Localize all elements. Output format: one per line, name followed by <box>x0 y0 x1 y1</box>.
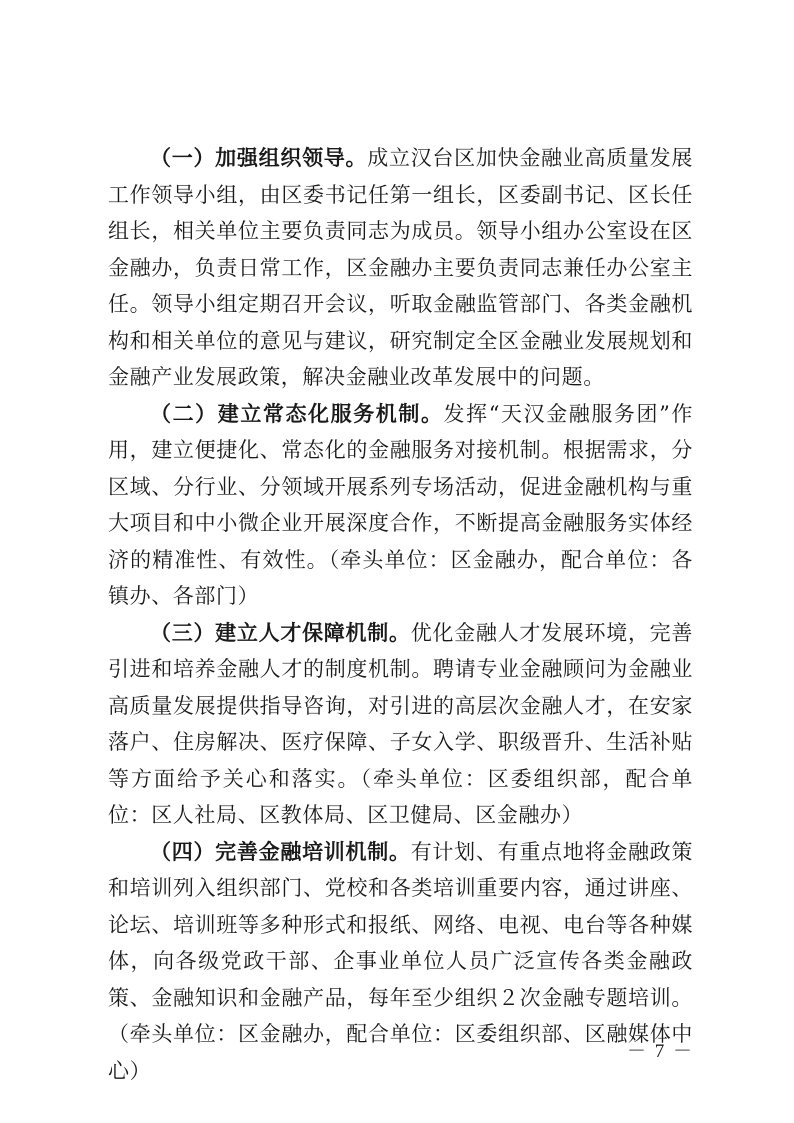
paragraph-text: 有计划、有重点地将金融政策和培训列入组织部门、党校和各类培训重要内容，通过讲座、论坛、培训班等多种形式和报纸、网络、电视、电台等各种媒体，向各级党政干部、企事业单位人员广泛宣传各类金融政策、金融知识和金融产品，每年至少组织２次金融专题培训。（牵头单位：区金融办，配合单位：区委组织部、区融媒体中心） <box>108 839 693 1083</box>
paragraph-service-mechanism <box>108 396 693 615</box>
document-body <box>108 140 693 1089</box>
paragraph-training-mechanism <box>108 834 693 1090</box>
paragraph-text: 优化金融人才发展环境，完善引进和培养金融人才的制度机制。聘请专业金融顾问为金融业高质量发展提供指导咨询，对引进的高层次金融人才，在安家落户、住房解决、医疗保障、子女入学、职级晋升、生活补贴等方面给予关心和落实。（牵头单位：区委组织部，配合单位：区人社局、区教体局、区卫健局、区金融办） <box>108 620 693 827</box>
paragraph-organization-leadership <box>108 140 693 396</box>
paragraph-heading: （一）加强组织领导。 <box>150 146 368 170</box>
paragraph-text: 成立汉台区加快金融业高质量发展工作领导小组，由区委书记任第一组长，区委副书记、区长任组长，相关单位主要负责同志为成员。领导小组办公室设在区金融办，负责日常工作，区金融办主要负责同志兼任办公室主任。领导小组定期召开会议，听取金融监管部门、各类金融机构和相关单位的意见与建议，研究制定全区金融业发展规划和金融产业发展政策，解决金融业改革发展中的问题。 <box>108 146 693 389</box>
paragraph-heading: （二）建立常态化服务机制。 <box>150 401 444 426</box>
page-number: － 7 － <box>626 1041 694 1062</box>
paragraph-text: 发挥“天汉金融服务团”作用，建立便捷化、常态化的金融服务对接机制。根据需求，分区域、分行业、分领域开展系列专场活动，促进金融机构与重大项目和中小微企业开展深度合作，不断提高金融服务实体经济的精准性、有效性。（牵头单位：区金融办，配合单位：各镇办、各部门） <box>108 401 693 608</box>
paragraph-heading: （四）完善金融培训机制。 <box>150 839 411 864</box>
paragraph-talent-mechanism <box>108 615 693 834</box>
paragraph-heading: （三）建立人才保障机制。 <box>150 620 411 645</box>
